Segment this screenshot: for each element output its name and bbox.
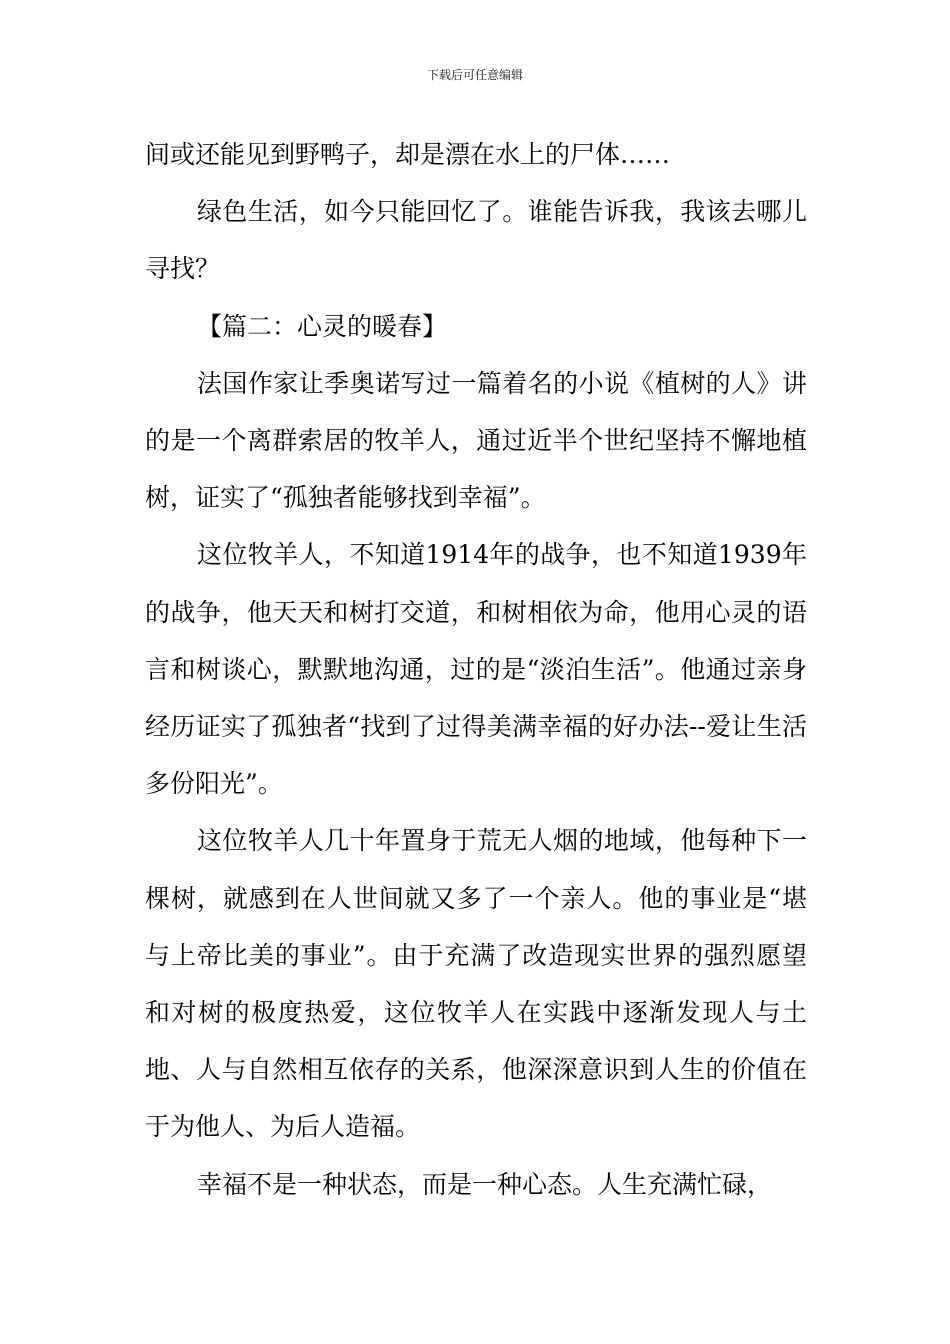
paragraph-4: 这位牧羊人，不知道1914年的战争，也不知道1939年的战争，他天天和树打交道，和树相依为命，他用心灵的语言和树谈心，默默地沟通，过的是“淡泊生活”。他通过亲身经历证实了孤独者“找到了过得美满幸福的好办法--爱让生活多份阳光”。 [145, 540, 807, 799]
page-header: 下载后可任意编辑 [426, 68, 523, 82]
document-body [145, 126, 807, 1213]
paragraph-3: 法国作家让季奥诺写过一篇着名的小说《植树的人》讲的是一个离群索居的牧羊人，通过近半个世纪坚持不懈地植树，证实了“孤独者能够找到幸福”。 [145, 368, 807, 513]
paragraph-5: 这位牧羊人几十年置身于荒无人烟的地域，他每种下一棵树，就感到在人世间就又多了一个亲人。他的事业是“堪与上帝比美的事业”。由于充满了改造现实世界的强烈愿望和对树的极度热爱，这位牧羊人在实践中逐渐发现人与土地、人与自然相互依存的关系，他深深意识到人生的价值在于为他人、为后人造福。 [145, 826, 807, 1142]
paragraph-1: 间或还能见到野鸭子，却是漂在水上的尸体…… [145, 140, 671, 169]
paragraph-6: 幸福不是一种状态，而是一种心态。人生充满忙碌， [197, 1169, 773, 1199]
section-heading: 【篇二：心灵的暖春】 [197, 311, 448, 341]
paragraph-2: 绿色生活，如今只能回忆了。谁能告诉我，我该去哪儿寻找？ [145, 197, 807, 284]
